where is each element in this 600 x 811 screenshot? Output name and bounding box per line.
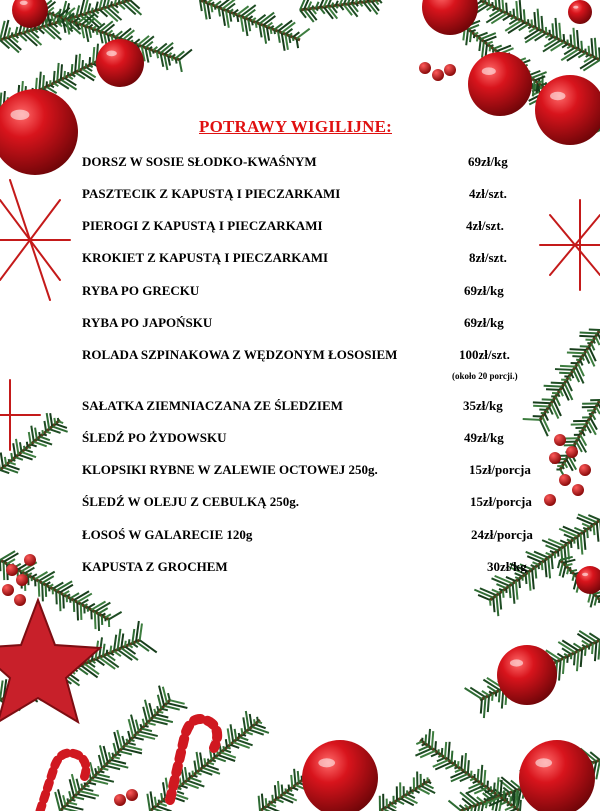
menu-item (0, 186, 600, 206)
dish-price: 100zł/szt. (459, 347, 510, 362)
dish-name: DORSZ W SOSIE SŁODKO-KWAŚNYM (82, 154, 317, 169)
menu-item (0, 462, 600, 482)
dish-price: 15zł/porcja (470, 494, 532, 509)
dish-price: 69zł/kg (464, 283, 504, 298)
dish-name: ŚLEDŹ W OLEJU Z CEBULKĄ 250g. (82, 494, 299, 509)
dish-price: 69zł/kg (464, 315, 504, 330)
dish-price: 49zł/kg (464, 430, 504, 445)
dish-name: SAŁATKA ZIEMNIACZANA ZE ŚLEDZIEM (82, 398, 343, 413)
dish-name: RYBA PO JAPOŃSKU (82, 315, 213, 330)
menu-item (0, 494, 600, 514)
menu-item (0, 218, 600, 238)
menu-item (0, 250, 600, 270)
dish-price: 8zł/szt. (469, 250, 507, 265)
menu-item (0, 347, 600, 367)
dish-price: 4zł/szt. (466, 218, 504, 233)
dish-name: KAPUSTA Z GROCHEM (82, 559, 228, 574)
dish-name: PASZTECIK Z KAPUSTĄ I PIECZARKAMI (82, 186, 341, 201)
dish-name: PIEROGI Z KAPUSTĄ I PIECZARKAMI (82, 218, 323, 233)
menu-title: POTRAWY WIGILIJNE: (199, 117, 392, 136)
dish-name: KROKIET Z KAPUSTĄ I PIECZARKAMI (82, 250, 329, 265)
rolada-portion-note: (około 20 porcji.) (452, 371, 518, 381)
dish-price: 4zł/szt. (469, 186, 507, 201)
menu-item (0, 315, 600, 335)
menu-item (0, 559, 600, 579)
dish-price: 24zł/porcja (471, 527, 533, 542)
menu-item (0, 283, 600, 303)
dish-price: 69zł/kg (468, 154, 508, 169)
menu-item (0, 398, 600, 418)
dish-price: 35zł/kg (463, 398, 503, 413)
menu-item (0, 430, 600, 450)
dish-price: 15zł/porcja (469, 462, 531, 477)
dish-name: RYBA PO GRECKU (82, 283, 200, 298)
menu-item (0, 154, 600, 174)
dish-price: 30zł/kg (487, 559, 527, 574)
dish-name: ŁOSOŚ W GALARECIE 120g (82, 527, 253, 542)
dish-name: KLOPSIKI RYBNE W ZALEWIE OCTOWEJ 250g. (82, 462, 378, 477)
menu-item (0, 527, 600, 547)
dish-name: ŚLEDŹ PO ŻYDOWSKU (82, 430, 227, 445)
dish-name: ROLADA SZPINAKOWA Z WĘDZONYM ŁOSOSIEM (82, 347, 398, 362)
